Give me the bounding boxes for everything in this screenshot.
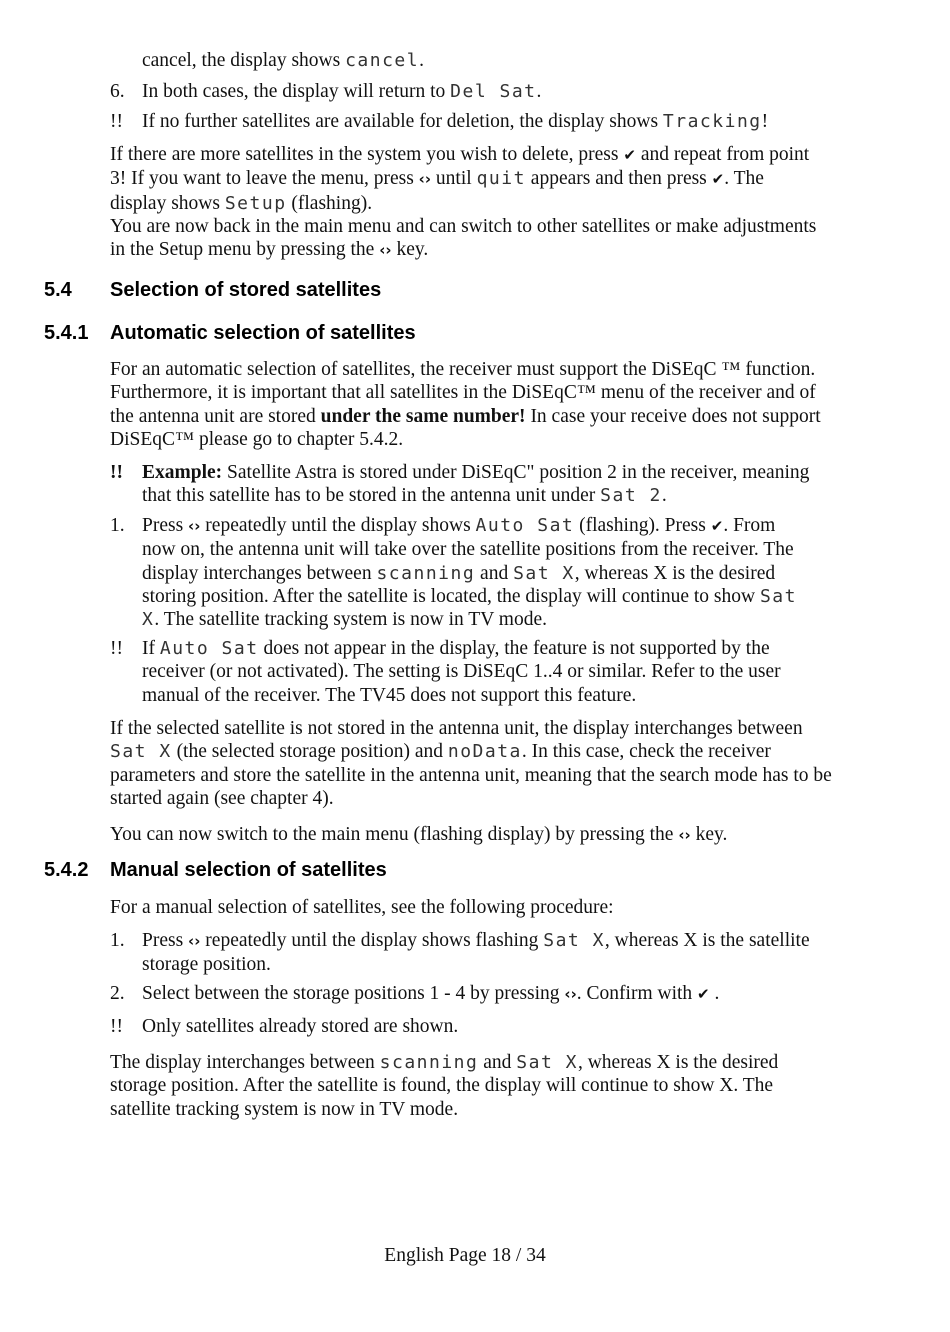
section-title: Selection of stored satellites	[110, 279, 382, 301]
text-fragment: (the selected storage position) and	[171, 741, 448, 763]
list-item	[142, 982, 719, 1006]
text-fragment: and repeat from point	[635, 144, 810, 165]
lcd-text: noData	[447, 741, 522, 763]
bold-text: under the same number!	[320, 405, 526, 427]
page-footer: English Page 18 / 34	[384, 1245, 546, 1266]
section-number: 5.4.1	[44, 322, 89, 344]
paragraph	[110, 143, 900, 262]
text-fragment: repeatedly until the display shows	[200, 515, 476, 536]
text-fragment: If there are more satellites in the system you wish to delete, press	[110, 144, 624, 165]
list-number: 2.	[110, 983, 125, 1004]
lcd-text: Sat 2	[600, 485, 662, 507]
lcd-text: Sat X	[110, 741, 172, 763]
text-fragment: !	[761, 111, 769, 132]
text-fragment: , whereas X is the desired	[574, 562, 776, 584]
text-line: manual of the receiver. The TV45 does not support this feature.	[142, 684, 637, 706]
text-fragment: In both cases, the display will return to	[142, 81, 451, 102]
arrow-keys-icon: ‹›	[564, 985, 577, 1003]
text-fragment: . In this case, check the receiver	[521, 741, 771, 763]
text-line	[142, 49, 424, 72]
bold-text: Example:	[142, 462, 223, 483]
section-title: Automatic selection of satellites	[110, 322, 416, 344]
text-line	[110, 823, 727, 847]
text-fragment: . Confirm with	[576, 983, 698, 1004]
check-icon: ✔	[711, 170, 725, 189]
text-fragment: cancel, the display shows	[142, 50, 346, 71]
section-number: 5.4.2	[44, 859, 89, 881]
text-fragment: . From	[723, 515, 776, 536]
lcd-text: Tracking	[662, 111, 762, 132]
text-fragment: . The satellite tracking system is now in TV mode.	[154, 609, 548, 631]
warning-text: Only satellites already stored are shown.	[142, 1016, 459, 1037]
text-line: If the selected satellite is not stored in the antenna unit, the display interchanges between	[110, 718, 803, 739]
warning-mark: !!	[110, 462, 123, 483]
check-icon: ✔	[710, 517, 724, 535]
text-fragment: In case your receive does not support	[525, 405, 821, 427]
text-fragment: the antenna unit are stored	[110, 405, 321, 427]
arrow-keys-icon: ‹›	[678, 826, 691, 844]
text-line: parameters and store the satellite in the antenna unit, meaning that the search mode has to be	[110, 764, 832, 786]
text-fragment: (flashing). Press	[574, 515, 711, 536]
text-fragment: .	[661, 485, 667, 507]
text-line: For a manual selection of satellites, see the following procedure:	[110, 897, 614, 918]
warning-mark: !!	[110, 638, 123, 659]
warning-mark: !!	[110, 1016, 123, 1037]
text-fragment: display interchanges between	[142, 562, 377, 584]
lcd-text: X	[142, 609, 155, 631]
text-fragment: If no further satellites are available for deletion, the display shows	[142, 111, 663, 132]
text-line: started again (see chapter 4).	[110, 787, 334, 809]
text-fragment: If	[142, 638, 160, 659]
text-fragment: in the Setup menu by pressing the	[110, 239, 380, 261]
text-fragment: You can now switch to the main menu (flashing display) by pressing the	[110, 824, 679, 845]
text-line: satellite tracking system is now in TV mode.	[110, 1098, 459, 1120]
lcd-text: Sat X	[513, 562, 575, 584]
text-fragment: Press	[142, 930, 189, 951]
lcd-text: Sat X	[543, 930, 605, 951]
lcd-text: Setup	[224, 192, 287, 214]
paragraph	[110, 1051, 910, 1121]
text-fragment: does not appear in the display, the feature is not supported by the	[258, 638, 770, 659]
text-fragment: storing position. After the satellite is located, the display will continue to show	[142, 585, 760, 607]
text-fragment: appears and then press	[525, 168, 712, 190]
lcd-text: Del Sat	[450, 81, 537, 102]
lcd-text: Sat	[759, 585, 797, 607]
text-fragment: (flashing).	[286, 192, 373, 214]
arrow-keys-icon: ‹›	[188, 932, 201, 950]
text-fragment: Select between the storage positions 1 - 4 by pressing	[142, 983, 565, 1004]
text-fragment: key.	[391, 239, 429, 261]
check-icon: ✔	[623, 146, 636, 164]
list-number: 1.	[110, 930, 125, 951]
arrow-keys-icon: ‹›	[418, 170, 432, 189]
text-fragment: Press	[142, 515, 189, 536]
text-fragment: .	[419, 50, 424, 71]
list-item	[142, 929, 902, 977]
text-fragment: .	[709, 983, 720, 1004]
text-fragment: The display interchanges between	[110, 1052, 380, 1073]
text-fragment: Satellite Astra is stored under DiSEqC" position 2 in the receiver, meaning	[222, 462, 810, 483]
section-number: 5.4	[44, 279, 72, 301]
text-line: receiver (or not activated). The setting is DiSEqC 1..4 or similar. Refer to the user	[142, 661, 781, 683]
text-fragment: and	[478, 1052, 517, 1073]
warning-text	[142, 637, 902, 707]
text-line: For an automatic selection of satellites, the receiver must support the DiSEqC ™ function.	[110, 359, 816, 380]
text-line: storage position. After the satellite is found, the display will continue to show X. The	[110, 1075, 774, 1097]
lcd-text: Auto Sat	[159, 638, 259, 659]
warning-text	[142, 110, 768, 133]
arrow-keys-icon: ‹›	[188, 517, 201, 535]
warning-mark: !!	[110, 111, 123, 132]
paragraph	[110, 717, 910, 810]
text-fragment: and	[475, 562, 514, 584]
text-fragment: , whereas X is the satellite	[604, 930, 810, 951]
lcd-text: quit	[476, 168, 526, 190]
section-title: Manual selection of satellites	[110, 859, 387, 881]
text-fragment: display shows	[110, 192, 225, 214]
text-fragment: until	[431, 168, 477, 190]
list-number: 6.	[110, 81, 125, 102]
text-fragment: .	[536, 81, 542, 102]
text-fragment: that this satellite has to be stored in the antenna unit under	[142, 485, 601, 507]
text-fragment: , whereas X is the desired	[577, 1052, 779, 1073]
lcd-text: Auto Sat	[475, 515, 575, 536]
text-line: DiSEqC™ please go to chapter 5.4.2.	[110, 428, 404, 450]
list-item	[142, 514, 902, 631]
lcd-text: scanning	[376, 562, 476, 584]
text-fragment: . The	[724, 168, 764, 190]
paragraph	[110, 358, 910, 451]
text-line: now on, the antenna unit will take over the satellite positions from the receiver. The	[142, 539, 794, 561]
check-icon: ✔	[697, 985, 710, 1003]
lcd-text: scanning	[379, 1052, 479, 1073]
text-line: Furthermore, it is important that all satellites in the DiSEqC™ menu of the receiver and of	[110, 382, 816, 404]
text-fragment: key.	[690, 824, 728, 845]
list-number: 1.	[110, 515, 125, 536]
text-line: You are now back in the main menu and can switch to other satellites or make adjustments	[110, 215, 817, 237]
text-line: storage position.	[142, 954, 271, 976]
text-fragment: 3! If you want to leave the menu, press	[110, 168, 419, 190]
list-item	[142, 80, 541, 103]
arrow-keys-icon: ‹›	[379, 241, 392, 260]
lcd-text: Sat X	[516, 1052, 578, 1073]
lcd-text: cancel	[345, 50, 420, 71]
text-fragment: repeatedly until the display shows flashing	[200, 930, 544, 951]
example-block	[142, 461, 902, 508]
